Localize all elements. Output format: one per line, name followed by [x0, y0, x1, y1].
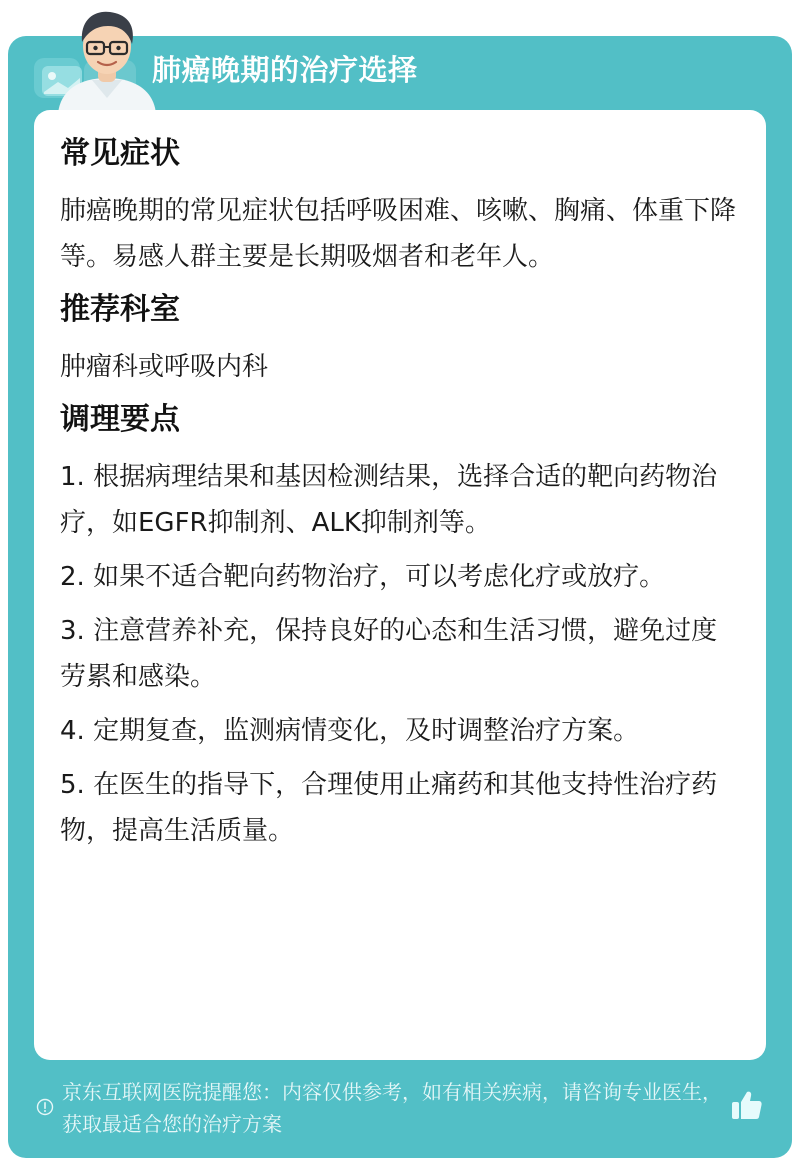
care-list — [60, 454, 740, 854]
care-heading: 调理要点 — [60, 402, 180, 437]
doctor-avatar-icon — [52, 2, 162, 114]
department-text: 肿瘤科或呼吸内科 — [60, 352, 269, 382]
info-icon — [36, 1098, 54, 1116]
content-panel — [8, 36, 792, 1158]
list-item: 5. 在医生的指导下，合理使用止痛药和其他支持性治疗药物，提高生活质量。 — [60, 770, 718, 846]
symptoms-heading: 常见症状 — [60, 136, 180, 171]
list-item: 1. 根据病理结果和基因检测结果，选择合适的靶向药物治疗，如EGFR抑制剂、ALK抑制剂等。 — [60, 462, 718, 538]
disclaimer-text: 京东互联网医院提醒您：内容仅供参考，如有相关疾病，请咨询专业医生，获取最适合您的治疗方案 — [62, 1080, 722, 1136]
list-item: 3. 注意营养补充，保持良好的心态和生活习惯，避免过度劳累和感染。 — [60, 616, 718, 692]
card-content — [60, 132, 740, 862]
footer — [32, 1076, 772, 1146]
list-item: 2. 如果不适合靶向药物治疗，可以考虑化疗或放疗。 — [60, 562, 666, 592]
department-heading: 推荐科室 — [60, 292, 180, 327]
list-item: 4. 定期复查，监测病情变化，及时调整治疗方案。 — [60, 716, 640, 746]
page-title: 肺癌晚期的治疗选择 — [152, 53, 418, 87]
symptoms-text: 肺癌晚期的常见症状包括呼吸困难、咳嗽、胸痛、体重下降等。易感人群主要是长期吸烟者和老年人。 — [60, 196, 737, 272]
info-card — [34, 110, 766, 1060]
thumbs-up-icon[interactable] — [730, 1088, 764, 1122]
